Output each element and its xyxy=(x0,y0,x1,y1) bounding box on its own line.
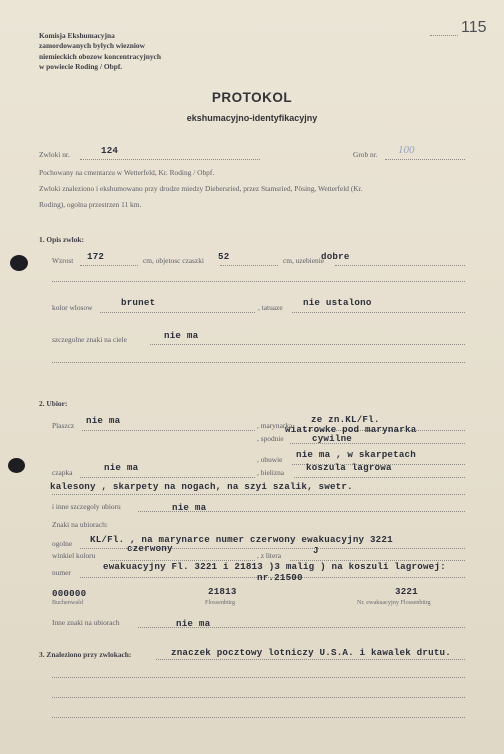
punch-hole-bottom xyxy=(8,458,25,473)
tatuaze-value: nie ustalono xyxy=(303,297,372,308)
znaki-ubior-label: Znaki na ubiorach: xyxy=(52,520,108,529)
czapka-rule xyxy=(80,477,255,478)
zwloki-rule xyxy=(80,159,260,160)
uzebienie-value: dobre xyxy=(321,251,350,262)
kolor-value: brunet xyxy=(121,297,156,308)
uzebienie-rule xyxy=(335,265,465,266)
znaleziono-text-line2: Roding), ogolna przestrzen 11 km. xyxy=(39,200,142,209)
czaszka-label: cm, objetosc czaszki xyxy=(143,256,204,265)
ogolne-value: KL/Fl. , na marynarce numer czerwony ewakuacyjny 3221 xyxy=(90,534,393,545)
grob-rule xyxy=(385,159,465,160)
marynarka-value: ze zn.KL/Fl. xyxy=(311,414,380,425)
winkiel-value: czerwony xyxy=(127,543,173,554)
page-number: 115 xyxy=(461,19,487,36)
ewak-value: 3221 xyxy=(395,586,418,597)
ogolne-label: ogolne xyxy=(52,539,73,548)
czapka-value: nie ma xyxy=(104,462,139,473)
section3-blank-rule xyxy=(52,677,465,678)
grob-label: Grob nr. xyxy=(353,150,378,159)
page-subtitle: ekshumacyjno-identyfikacyjny xyxy=(186,113,318,123)
bielizna-label: , bielizna xyxy=(257,468,285,477)
header-line: niemieckich obozow koncentracyjnych xyxy=(39,51,161,61)
uzebienie-label: cm, uzebienie xyxy=(283,256,325,265)
section3-blank-rule xyxy=(52,697,465,698)
section3-rule xyxy=(156,659,465,660)
znaki-cialo-value: nie ma xyxy=(164,330,199,341)
section3-blank-rule xyxy=(52,717,465,718)
section3-heading-text: 3. Znaleziono przy zwlokach: xyxy=(39,650,132,659)
obuwie-label: , obuwie xyxy=(257,455,283,464)
numer-value: ewakuacyjny Fl. 3221 i 21813 )3 malig ) na koszuli lagrowej: xyxy=(103,561,446,572)
buchenwald-label: Buchenwald xyxy=(52,599,83,606)
page-number-rule xyxy=(430,35,458,36)
pochowany-text: Pochowany na cmentarzu w Wetterfeld, Kr. Roding / Obpf. xyxy=(39,168,215,177)
wzrost-rule xyxy=(80,265,138,266)
tatuaze-label: , tatuaze xyxy=(258,303,283,312)
bielizna-rule xyxy=(294,477,465,478)
znaki-cialo-label: szczegolne znaki na ciele xyxy=(52,335,127,344)
bielizna-value: koszula lagrowa xyxy=(306,462,392,473)
numer-label: numer xyxy=(52,568,71,577)
section2-heading-text: 2. Ubior: xyxy=(39,399,68,408)
znaleziono-text-line1: Zwloki znaleziono i ekshumowano przy drodze miedzy Diebersried, przez Stamsried, Pösing, Wetterfeld (Kr. xyxy=(39,184,363,193)
zwloki-value: 124 xyxy=(101,145,119,156)
plaszcz-rule xyxy=(82,430,255,431)
grob-value: 100 xyxy=(398,144,415,156)
czaszka-rule xyxy=(220,265,278,266)
inne-szczegoly-label: i inne szczegoly ubioru xyxy=(52,502,121,511)
flossenburg-value: 21813 xyxy=(208,586,237,597)
ewak-label: Nr. ewakuacyjny Flossenbürg xyxy=(357,599,431,606)
spodnie-value2: cywilne xyxy=(312,433,352,444)
section3-heading xyxy=(39,650,131,659)
obuwie-value: nie ma , w skarpetach xyxy=(296,449,416,460)
plaszcz-value: nie ma xyxy=(86,415,121,426)
winkiel-label: winkiel koloru xyxy=(52,551,96,560)
spodnie-value: wiatrowke pod marynarka xyxy=(285,424,417,435)
litera-label: , z litera xyxy=(257,551,282,560)
buchenwald-value: 000000 xyxy=(52,588,87,599)
commission-header xyxy=(39,31,161,73)
kolor-rule xyxy=(100,312,255,313)
ubior-extra-value: kalesony , skarpety na nogach, na szyi szalik, swetr. xyxy=(50,481,353,492)
section1-heading xyxy=(39,235,84,244)
litera-value: J xyxy=(313,545,319,556)
page-title: PROTOKOL xyxy=(211,90,293,105)
header-line: zamordowanych bylych wiezniow xyxy=(39,41,145,51)
inne-szczegoly-value: nie ma xyxy=(172,502,207,513)
section3-value: znaczek pocztowy lotniczy U.S.A. i kawalek drutu. xyxy=(171,647,451,658)
wzrost-value: 172 xyxy=(87,251,105,262)
section1-heading-text: 1. Opis zwlok: xyxy=(39,235,84,244)
header-line: Komisja Ekshumacyjna xyxy=(39,31,115,40)
section2-heading xyxy=(39,399,67,408)
numer-value2: nr.21500 xyxy=(257,572,303,583)
czapka-label: czapka xyxy=(52,468,73,477)
marynarka-label: , marynarka xyxy=(257,421,293,430)
spodnie-label: , spodnie xyxy=(257,434,284,443)
inne-znaki-label: Inne znaki na ubiorach xyxy=(52,618,120,627)
plaszcz-label: Plaszcz xyxy=(52,421,75,430)
czaszka-value: 52 xyxy=(218,251,230,262)
kolor-label: kolor wlosow xyxy=(52,303,93,312)
section1-blank-rule xyxy=(52,281,465,282)
znaki-cialo-rule xyxy=(150,344,465,345)
tatuaze-rule xyxy=(292,312,465,313)
inne-znaki-value: nie ma xyxy=(176,618,211,629)
zwloki-label: Zwloki nr. xyxy=(39,150,70,159)
header-line: w powiecie Roding / Obpf. xyxy=(39,62,123,72)
punch-hole-top xyxy=(10,255,28,271)
wzrost-label: Wzrost xyxy=(52,256,74,265)
flossenburg-label: Flossenbürg xyxy=(205,599,236,606)
ubior-extra-rule xyxy=(52,494,465,495)
section1-blank-rule xyxy=(52,362,465,363)
